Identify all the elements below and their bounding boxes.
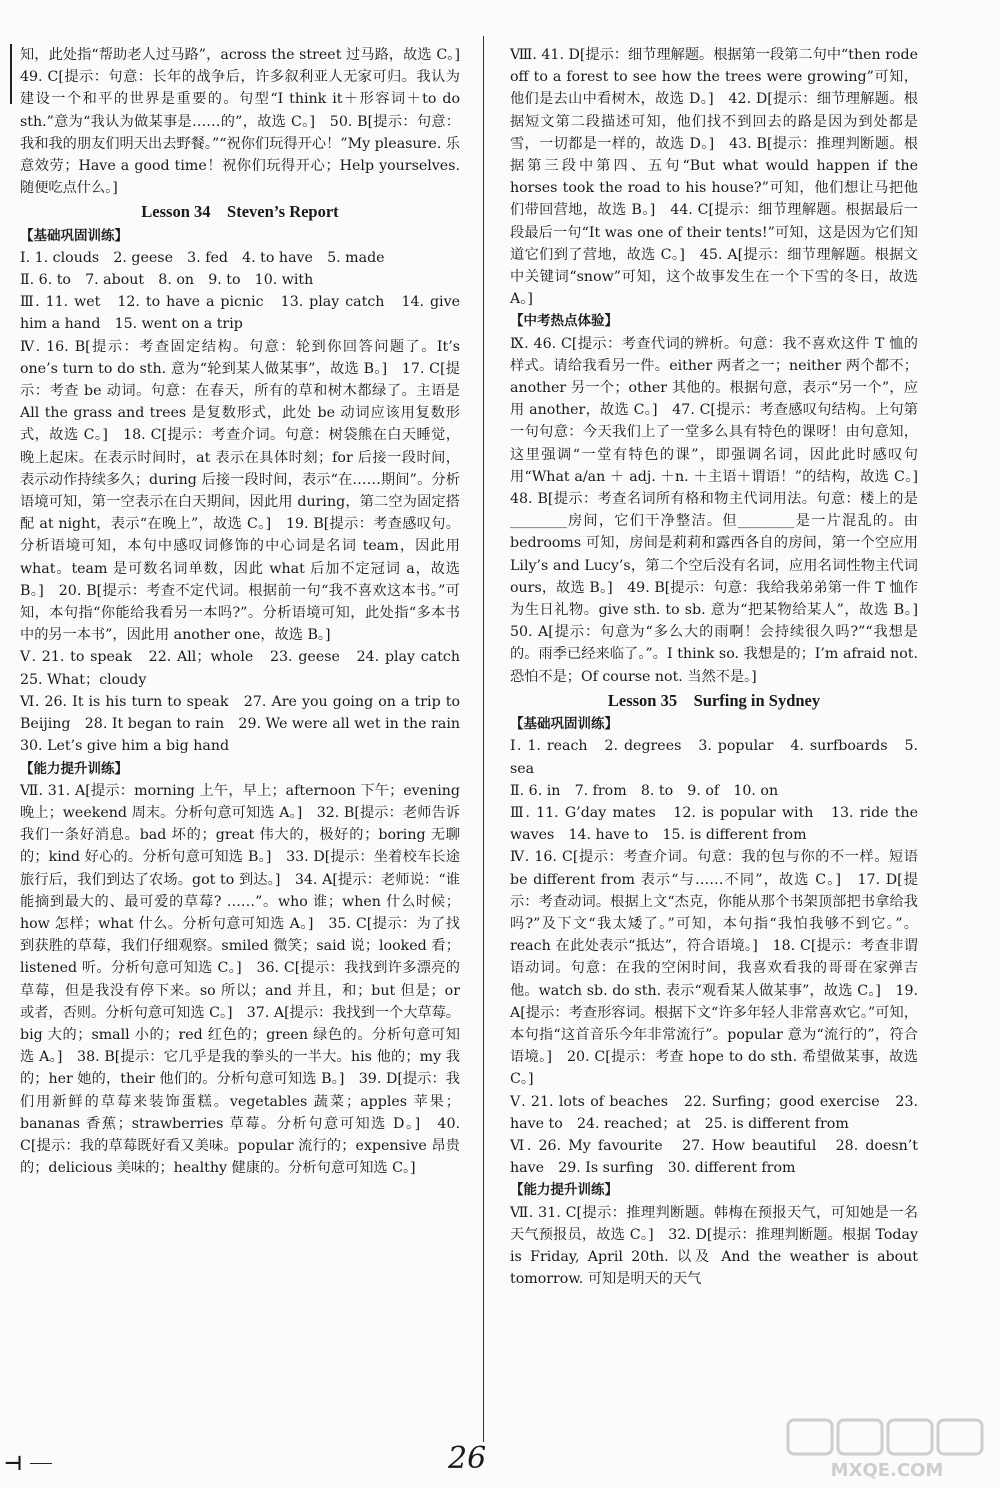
answer-paragraph: Ⅱ. 6. in 7. from 8. to 9. of 10. on — [510, 782, 779, 799]
page-number: 26 — [448, 1441, 487, 1476]
answer-paragraph: Ⅰ. 1. reach 2. degrees 3. popular 4. surfboards 5. sea — [510, 738, 918, 777]
answer-paragraph: Ⅲ. 11. wet 12. to have a picnic 13. play catch 14. give him a hand 15. went on a trip — [20, 294, 460, 333]
section-heading: 【中考热点体验】 — [510, 313, 618, 330]
answer-paragraph: Ⅷ. 41. D[提示：细节理解题。根据第一段第二句中“then rode off to a forest to see how the trees were growing”可知，他们是去山中看树木，故选 D。] 42. D[提示：细节理解题。根据短文第二段描述可知，他们找不到回去的路是因为到处都是雪，一切都是一样的，故选 D。] 43. B[提示：推理判断题。根据第三段中第四、五句“But what would happen if the horses took the road to his house?”可知，他们想让马把他们带回营地，故选 B。] 44. C[提示：细节理解题。根据最后一段最后一句“It was one of their tents!”可知，这是因为它们知道它们到了营地，故选 C。] 45. A[提示：细节理解题。根据文中关键词“snow”可知，这个故事发生在一个下雪的冬日，故选 A。] — [510, 47, 918, 308]
lesson-title: Lesson 35 Surfing in Sydney — [607, 690, 821, 710]
answer-paragraph: Ⅴ. 21. to speak 22. All；whole 23. geese 24. play catch 25. What；cloudy — [20, 649, 475, 688]
answer-paragraph: Ⅳ. 16. C[提示：考查介词。句意：我的包与你的不一样。短语 be different from 表示“与……不同”，故选 C。] 17. D[提示：考查动词。根据上文“杰克，你能从那个书架顶部把书拿给我吗?”及下文“我太矮了。”可知，本句指“我怕我够不到它。”。reach 在此处表示“抵达”，符合语境。] 18. C[提示：考查非谓语动词。句意：在我的空闲时间，我喜欢看我的哥哥在家弹吉他。watch sb. do sth. 表示“观看某人做某事”，故选 C。] 19. A[提示：考查形容词。根据下文“许多年轻人非常喜欢它。”可知，本句指“这首音乐今年非常流行”。popular 意为“流行的”，符合语境。] 20. C[提示：考查 hope to do sth. 希望做某事，故选 C。] — [510, 849, 918, 1088]
answer-paragraph: Ⅶ. 31. A[提示：morning 上午，早上；afternoon 下午；evening 晚上；weekend 周末。分析句意可知选 A。] 32. B[提示：老师告诉我们一条好消息。bad 坏的；great 伟大的，极好的；boring 无聊的；kind 好心的。分析句意可知选 B。] 33. D[提示：坐着校车长途旅行后，我们到达了农场。got to 到达。] 34. A[提示：老师说：“谁能摘到最大的、最可爱的草莓? ……”。who 谁；when 什么时候；how 怎样；what 什么。分析句意可知选 A。] 35. C[提示：为了找到获胜的草莓，我们仔细观察。smiled 微笑；said 说；looked 看；listened 听。分析句意可知选 C。] 36. C[提示：我找到许多漂亮的草莓，但是我没有停下来。so 所以；and 并且，和；but 但是；or 或者，否则。分析句意可知选 C。] 37. A[提示：我找到一个大草莓。big 大的；small 小的；red 红色的；green 绿色的。分析句意可知选 A。] 38. B[提示：它几乎是我的拳头的一半大。his 他的；my 我的；her 她的，their 他们的。分析句意可知选 B。] 39. D[提示：我们用新鲜的草莓来装饰蛋糕。vegetables 蔬菜；apples 苹果；bananas 香蕉；strawberries 草莓。分析句意可知选 D。] 40. C[提示：我的草莓既好看又美味。popular 流行的；expensive 昂贵的；delicious 美味的；healthy 健康的。分析句意可知选 C。] — [20, 782, 460, 1177]
answer-paragraph: Ⅰ. 1. clouds 2. geese 3. fed 4. to have 5. made — [20, 249, 385, 266]
watermark-text: MXQE.COM — [830, 1460, 944, 1481]
answer-paragraph: Ⅱ. 6. to 7. about 8. on 9. to 10. with — [20, 272, 314, 289]
left-column — [20, 44, 475, 1444]
section-heading: 【能力提升训练】 — [510, 1182, 618, 1199]
answer-paragraph: Ⅳ. 16. B[提示：考查固定结构。句意：轮到你回答问题了。It’s one’s turn to do sth. 意为“轮到某人做某事”，故选 B。] 17. C[提示：考查 be 动词。句意：在春天，所有的草和树木都绿了。主语是 All the grass and trees 是复数形式，此处 be 动词应该用复数形式，故选 C。] 18. C[提示：考查介词。句意：树袋熊在白天睡觉，晚上起床。在表示时间时，at 表示在具体时刻；for 后接一段时间，表示动作持续多久；during 后接一段时间，表示“在……期间”。分析语境可知，第一空表示在白天期间，因此用 during，第二空为固定搭配 at night，表示“在晚上”，故选 C。] 19. B[提示：考查感叹句。分析语境可知，本句中感叹词修饰的中心词是名词 team，因此用 what。team 是可数名词单数，因此 what 后加不定冠词 a，故选 B。] 20. B[提示：考查不定代词。根据前一句“我不喜欢这本书。”可知，本句指“你能给我看另一本吗?”。分析语境可知，此处指“多本书中的另一本书”，因此用 another one，故选 B。] — [20, 338, 460, 644]
answer-paragraph: Ⅵ. 26. My favourite 27. How beautiful 28. doesn’t have 29. Is surfing 30. different from — [510, 1137, 918, 1177]
footer-rule — [30, 1463, 52, 1464]
answer-paragraph: Ⅴ. 21. lots of beaches 22. Surfing；good exercise 23. have to 24. reached；at 25. is different from — [510, 1093, 918, 1132]
footer-arrow-icon: ⊣ — [4, 1451, 23, 1475]
answer-paragraph: 知，此处指“帮助老人过马路”，across the street 过马路，故选 C。] 49. C[提示：句意：长年的战争后，许多叙利亚人无家可归。我认为建设一个和平的世界是重要的。句型“I think it＋形容词＋to do sth.”意为“我认为做某事是……的”，故选 C。] 50. B[提示：句意：我和我的朋友们明天出去野餐。”“祝你们玩得开心！”My pleasure. 乐意效劳；Have a good time！祝你们玩得开心；Help yourselves. 随便吃点什么。] — [20, 47, 475, 197]
binding-mark — [10, 44, 12, 104]
lesson-title: Lesson 34 Steven’s Report — [141, 202, 339, 222]
section-heading: 【基础巩固训练】 — [510, 716, 618, 733]
watermark-logo — [782, 1414, 992, 1484]
answer-paragraph: Ⅸ. 46. C[提示：考查代词的辨析。句意：我不喜欢这件 T 恤的样式。请给我看另一件。either 两者之一；neither 两个都不；another 另一个；other 其他的。根据句意，表示“另一个”，应用 another，故选 C。] 47. C[提示：考查感叹句结构。上句第一句句意：今天我们上了一堂多么具有特色的课呀！由句意知，这里强调“一堂有特色的课”，即强调名词，因此此时感叹句用“What a/an ＋ adj. ＋n. ＋主语＋谓语！”的结构，故选 C。] 48. B[提示：考查名词所有格和物主代词用法。句意：楼上的是________房间，它们干净整洁。但________是一片混乱的。由 bedrooms 可知，房间是莉莉和露西各自的房间，第一个空应用 Lily’s and Lucy’s，第二个空后没有名词，应用名词性物主代词 ours，故选 B。] 49. B[提示：句意：我给我弟弟第一件 T 恤作为生日礼物。give sth. to sb. 意为“把某物给某人”，故选 B。] 50. A[提示：句意为“多么大的雨啊！会持续很久吗?”“我想是的。雨季已经来临了。”。I think so. 我想是的；I’m afraid not. 恐怕不是；Of course not. 当然不是。] — [510, 335, 933, 685]
answer-paragraph: Ⅵ. 26. It is his turn to speak 27. Are you going on a trip to Beijing 28. It began to rain 29. We were all wet in the rain 30. Let’s give him a big hand — [20, 693, 475, 755]
answer-paragraph: Ⅲ. 11. G’day mates 12. is popular with 13. ride the waves 14. have to 15. is different from — [510, 804, 918, 844]
section-heading: 【基础巩固训练】 — [20, 227, 128, 244]
column-divider — [483, 36, 484, 1442]
answer-paragraph: Ⅶ. 31. C[提示：推理判断题。韩梅在预报天气，可知她是一名天气预报员，故选 C。] 32. D[提示：推理判断题。根据 Today is Friday, April 20th. 以及 And the weather is about tomorrow. 可知是明天的天气 — [510, 1204, 918, 1288]
right-column — [510, 44, 933, 1444]
section-heading: 【能力提升训练】 — [20, 760, 128, 777]
